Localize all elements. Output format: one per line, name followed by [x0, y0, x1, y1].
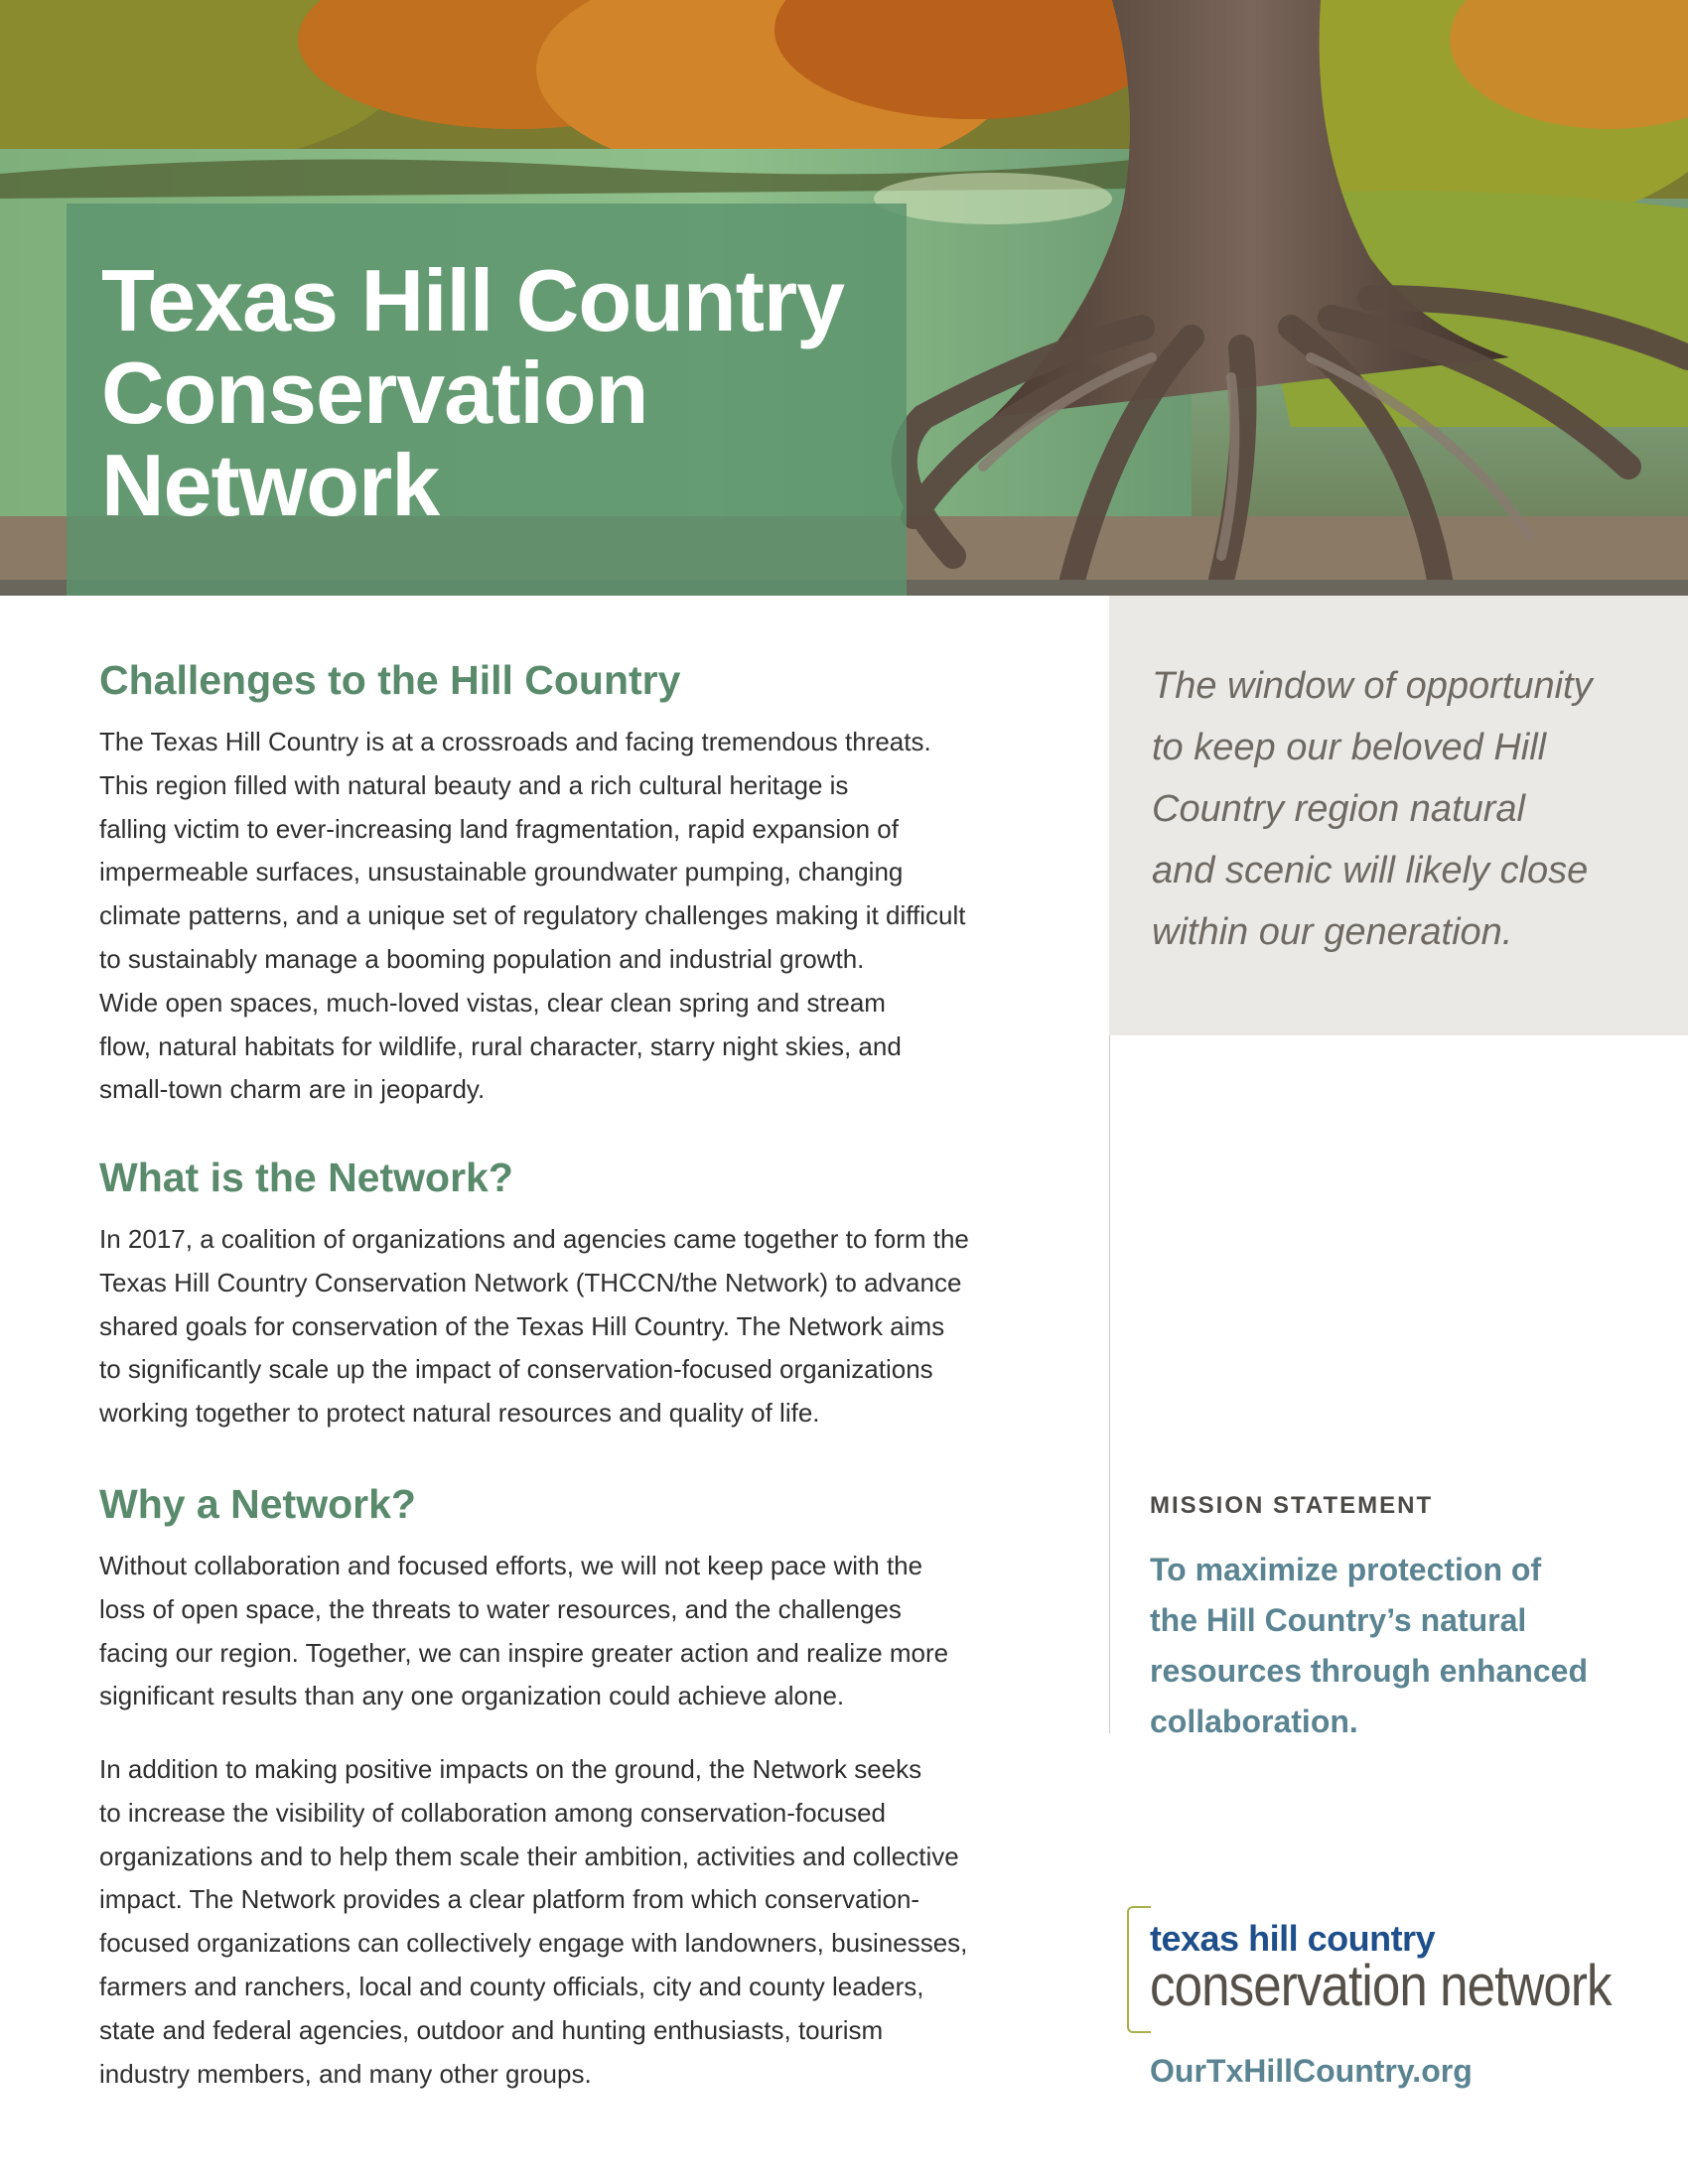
section-paragraph	[99, 1218, 1033, 1435]
page-title	[101, 251, 896, 534]
mission-line: resources through enhanced	[1150, 1653, 1588, 1689]
section-paragraph	[99, 1545, 1033, 1718]
text-line: industry members, and many other groups.	[99, 2058, 592, 2089]
text-line: Wide open spaces, much-loved vistas, clear clean spring and stream	[99, 987, 886, 1018]
section-heading: Why a Network?	[99, 1481, 416, 1527]
text-line: impact. The Network provides a clear platform from which conservation-	[99, 1884, 920, 1915]
text-line: state and federal agencies, outdoor and hunting enthusiasts, tourism	[99, 2014, 884, 2045]
section-paragraph	[99, 721, 1033, 1112]
text-line: focused organizations can collectively engage with landowners, businesses,	[99, 1928, 968, 1959]
sidebar-divider	[1109, 1035, 1110, 1733]
text-line: In addition to making positive impacts on the ground, the Network seeks	[99, 1754, 922, 1784]
quote-line: Country region natural	[1152, 788, 1525, 830]
text-line: facing our region. Together, we can inspire greater action and realize more	[99, 1637, 949, 1668]
text-line: shared goals for conservation of the Texas Hill Country. The Network aims	[99, 1310, 945, 1341]
title-line: Conservation	[101, 343, 648, 442]
text-line: working together to protect natural resources and quality of life.	[99, 1398, 820, 1429]
text-line: This region filled with natural beauty and a rich cultural heritage is	[99, 769, 849, 800]
mission-line: the Hill Country’s natural	[1150, 1602, 1527, 1638]
section-heading: What is the Network?	[99, 1155, 513, 1200]
mission-line: collaboration.	[1150, 1704, 1358, 1739]
quote-line: and scenic will likely close	[1152, 850, 1589, 891]
title-line: Network	[101, 436, 440, 534]
text-line: to significantly scale up the impact of conservation-focused organizations	[99, 1354, 933, 1385]
section-paragraph	[99, 1748, 1033, 2096]
logo-bracket	[1127, 1906, 1151, 2033]
mission-statement-text	[1150, 1545, 1617, 1747]
text-line: loss of open space, the threats to water resources, and the challenges	[99, 1593, 902, 1624]
quote-line: to keep our beloved Hill	[1152, 727, 1547, 768]
website-link[interactable]: OurTxHillCountry.org	[1150, 2053, 1473, 2089]
text-line: The Texas Hill Country is at a crossroads and facing tremendous threats.	[99, 727, 931, 756]
text-line: Texas Hill Country Conservation Network (THCCN/the Network) to advance	[99, 1267, 962, 1297]
text-line: to increase the visibility of collaboration among conservation-focused	[99, 1797, 886, 1828]
text-line: to sustainably manage a booming population and industrial growth.	[99, 943, 865, 974]
logo-wordmark-top: texas hill country	[1150, 1918, 1436, 1959]
quote-line: within our generation.	[1152, 911, 1513, 953]
mission-statement-label: MISSION STATEMENT	[1150, 1492, 1434, 1519]
logo-wordmark-bottom: conservation network	[1150, 1954, 1612, 2018]
text-line: farmers and ranchers, local and county officials, city and county leaders,	[99, 1971, 924, 2001]
text-line: impermeable surfaces, unsustainable groundwater pumping, changing	[99, 857, 904, 887]
section-heading: Challenges to the Hill Country	[99, 657, 681, 703]
text-line: Without collaboration and focused efforts, we will not keep pace with the	[99, 1551, 923, 1580]
text-line: In 2017, a coalition of organizations and agencies came together to form the	[99, 1224, 969, 1254]
pull-quote	[1152, 655, 1648, 963]
text-line: falling victim to ever-increasing land fragmentation, rapid expansion of	[99, 813, 899, 844]
text-line: organizations and to help them scale their ambition, activities and collective	[99, 1841, 959, 1871]
mission-line: To maximize protection of	[1150, 1552, 1542, 1587]
text-line: flow, natural habitats for wildlife, rural character, starry night skies, and	[99, 1030, 902, 1061]
text-line: small-town charm are in jeopardy.	[99, 1074, 486, 1105]
quote-line: The window of opportunity	[1152, 665, 1593, 707]
text-line: significant results than any one organization could achieve alone.	[99, 1681, 845, 1711]
text-line: climate patterns, and a unique set of regulatory challenges making it difficult	[99, 900, 966, 931]
title-line: Texas Hill Country	[101, 251, 845, 349]
